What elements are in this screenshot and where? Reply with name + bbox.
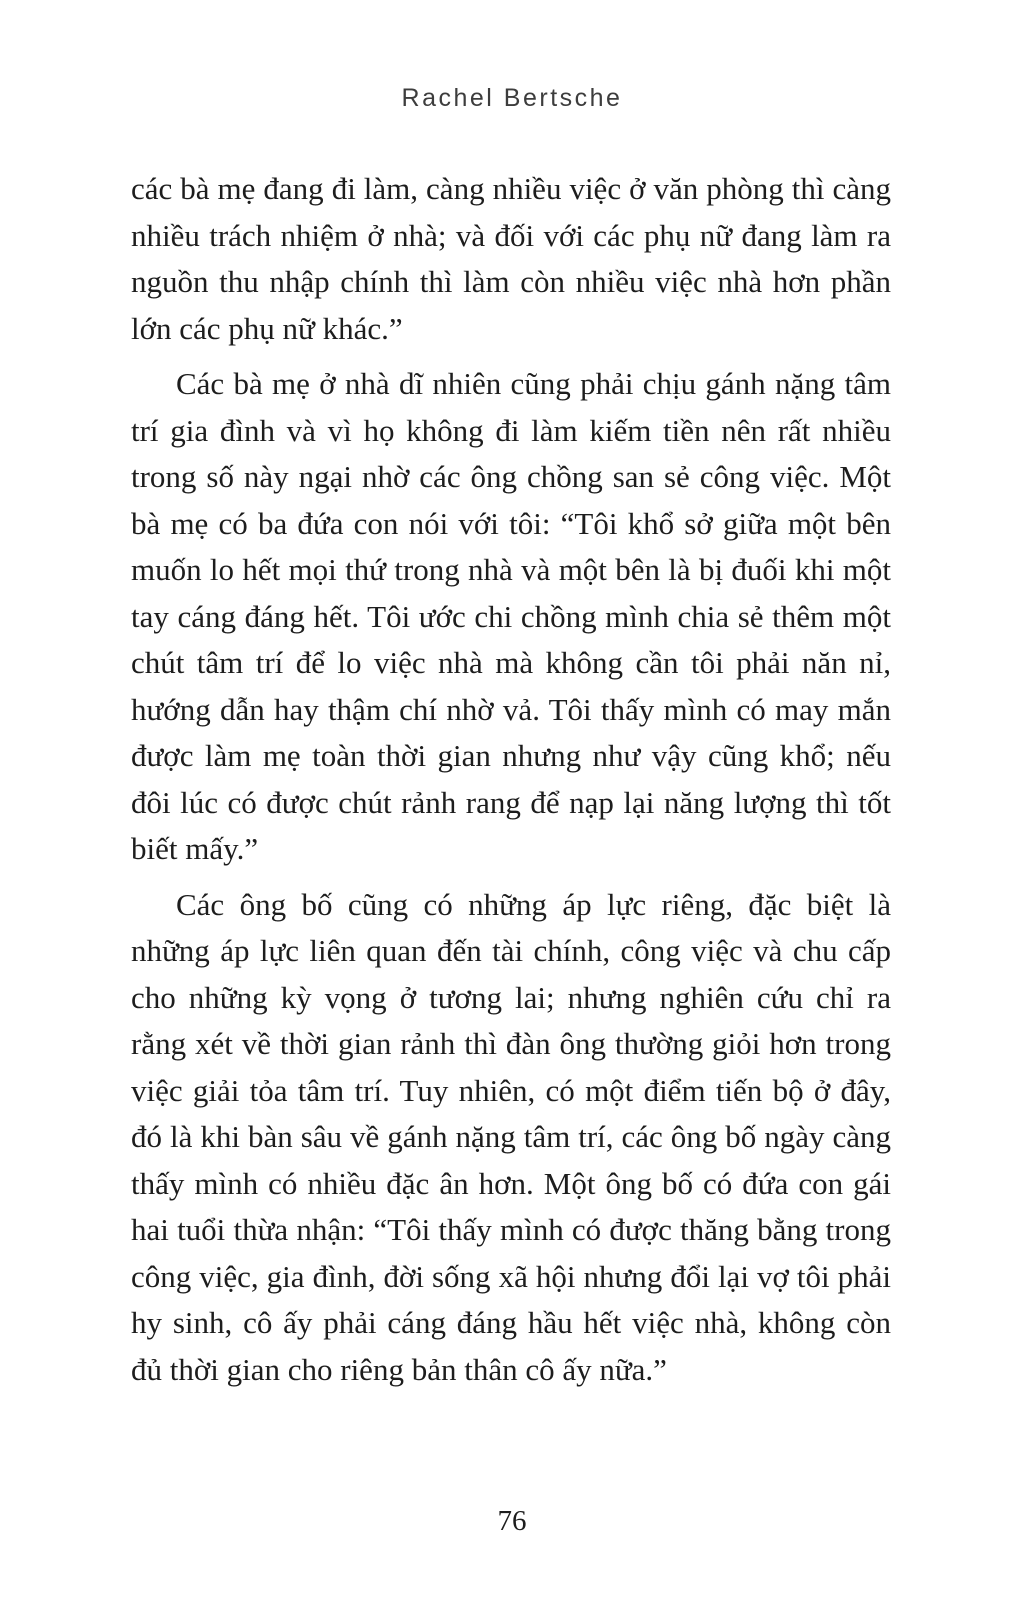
body-text-block — [131, 166, 891, 1402]
page-number: 76 — [497, 1505, 527, 1537]
paragraph-stay-at-home-moms: Các bà mẹ ở nhà dĩ nhiên cũng phải chịu gánh nặng tâm trí gia đình và vì họ không đi làm kiếm tiền nên rất nhiều trong số này ngại nhờ các ông chồng san sẻ công việc. Một bà mẹ có ba đứa con nói với tôi: “Tôi khổ sở giữa một bên muốn lo hết mọi thứ trong nhà và một bên là bị đuối khi một tay cáng đáng hết. Tôi ước chi chồng mình chia sẻ thêm một chút tâm trí để lo việc nhà mà không cần tôi phải năn nỉ, hướng dẫn hay thậm chí nhờ vả. Tôi thấy mình có may mắn được làm mẹ toàn thời gian nhưng như vậy cũng khổ; nếu đôi lúc có được chút rảnh rang để nạp lại năng lượng thì tốt biết mấy.” — [131, 366, 891, 866]
running-header-author: Rachel Bertsche — [401, 84, 623, 112]
paragraph-dads-pressures: Các ông bố cũng có những áp lực riêng, đặc biệt là những áp lực liên quan đến tài chính, công việc và chu cấp cho những kỳ vọng ở tương lai; nhưng nghiên cứu chỉ ra rằng xét về thời gian rảnh thì đàn ông thường giỏi hơn trong việc giải tỏa tâm trí. Tuy nhiên, có một điểm tiến bộ ở đây, đó là khi bàn sâu về gánh nặng tâm trí, các ông bố ngày càng thấy mình có nhiều đặc ân hơn. Một ông bố có đứa con gái hai tuổi thừa nhận: “Tôi thấy mình có được thăng bằng trong công việc, gia đình, đời sống xã hội nhưng đổi lại vợ tôi phải hy sinh, cô ấy phải cáng đáng hầu hết việc nhà, không còn đủ thời gian cho riêng bản thân cô ấy nữa.” — [131, 886, 891, 1387]
paragraph-continued: các bà mẹ đang đi làm, càng nhiều việc ở văn phòng thì càng nhiều trách nhiệm ở nhà; và đối với các phụ nữ đang làm ra nguồn thu nhập chính thì làm còn nhiều việc nhà hơn phần lớn các phụ nữ khác.” — [131, 171, 891, 346]
